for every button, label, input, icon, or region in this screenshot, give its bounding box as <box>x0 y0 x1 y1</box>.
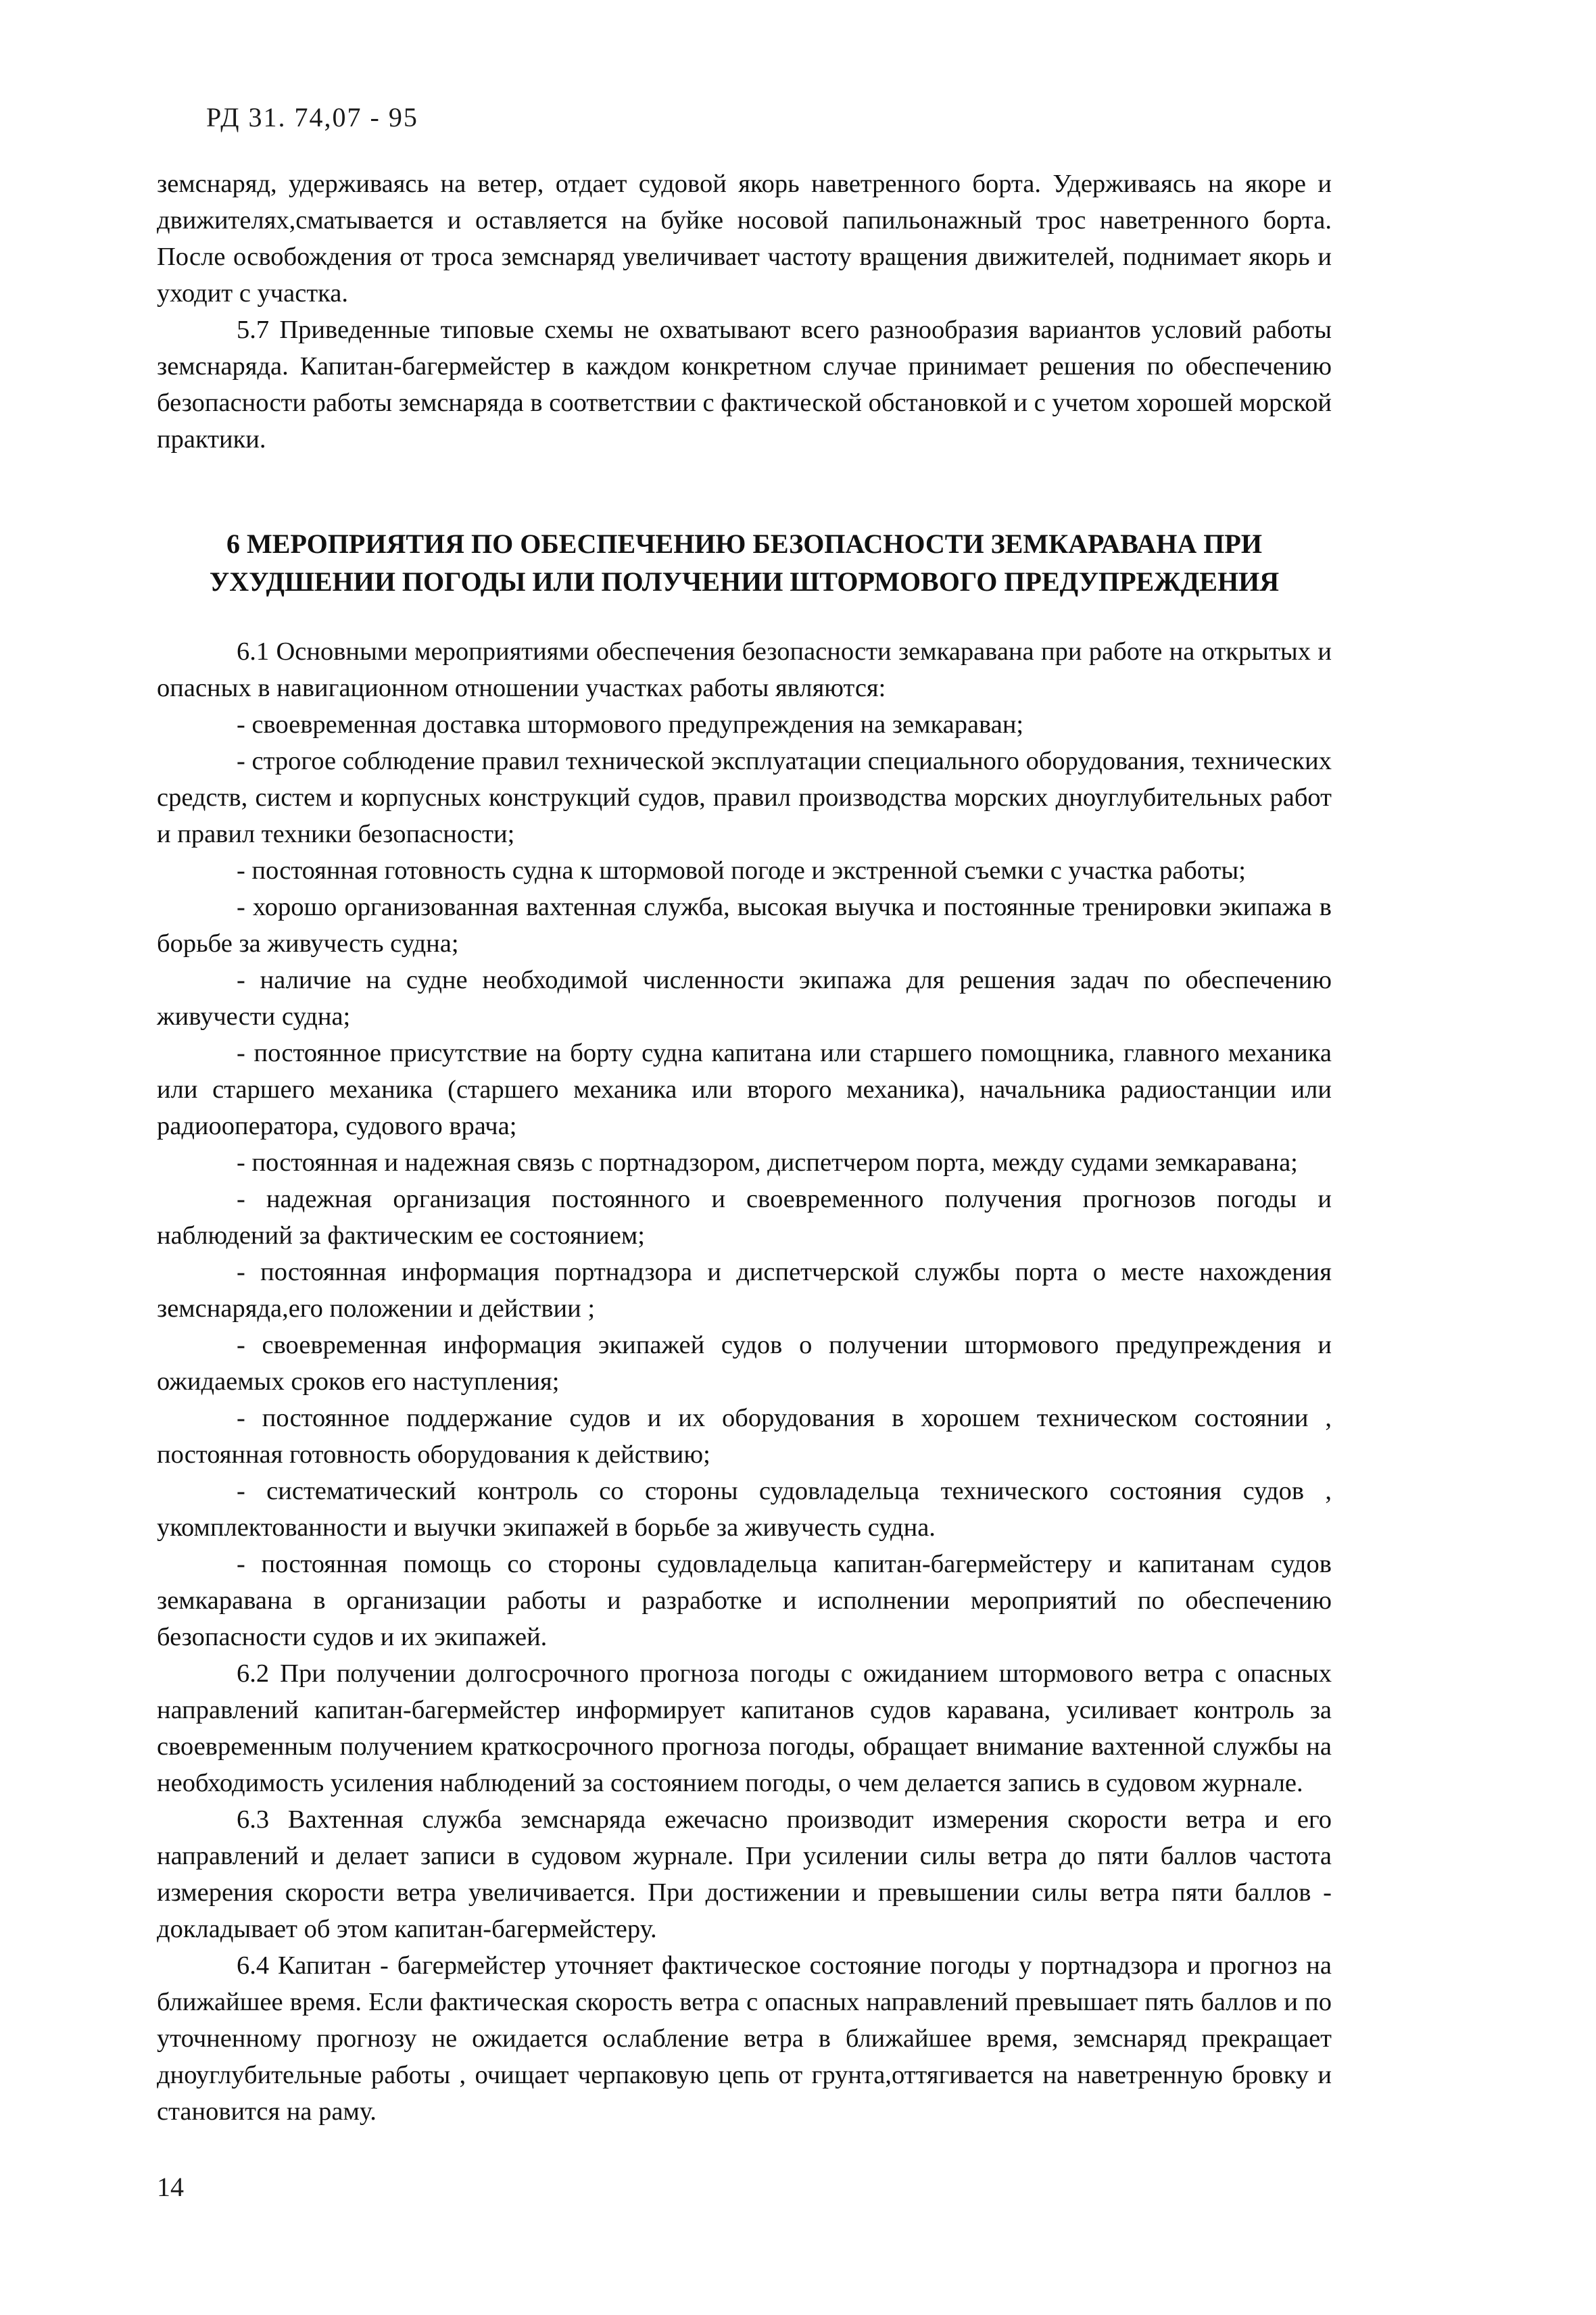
list-item: - строгое соблюдение правил технической эксплуатации специального оборудования, технических средств, систем и корпусных конструкций судов, правил производства морских дноуглубительных работ и правил техники безопасности; <box>157 747 1332 848</box>
document-code-header: РД 31. 74,07 - 95 <box>206 102 418 132</box>
list-item: - надежная организация постоянного и своевременного получения прогнозов погоды и наблюдений за фактическим ее состоянием; <box>157 1185 1332 1250</box>
list-item: - постоянная готовность судна к штормовой погоде и экстренной съемки с участка работы; <box>237 856 1246 885</box>
paragraph-6-2: 6.2 При получении долгосрочного прогноза погоды с ожиданием штормового ветра с опасных направлений капитан-багермейстер информирует капитанов судов каравана, усиливает контроль за своевременным получением краткосрочного прогноза погоды, обращает внимание вахтенной службы на необходимость усиления наблюдений за состоянием погоды, о чем делается запись в судовом журнале. <box>157 1659 1332 1797</box>
paragraph-6-1-intro: 6.1 Основными мероприятиями обеспечения безопасности земкаравана при работе на открытых и опасных в навигационном отношении участках работы являются: <box>157 637 1332 702</box>
page-number: 14 <box>157 2172 184 2202</box>
list-item: - наличие на судне необходимой численности экипажа для решения задач по обеспечению живучести судна; <box>157 966 1332 1031</box>
paragraph-5-7: 5.7 Приведенные типовые схемы не охватывают всего разнообразия вариантов условий работы земснаряда. Капитан-багермейстер в каждом конкретном случае принимает решения по обеспечению безопасности работы земснаряда в соответствии с фактической обстановкой и с учетом хорошей морской практики. <box>157 316 1332 454</box>
paragraph-6-4: 6.4 Капитан - багермейстер уточняет фактическое состояние погоды у портнадзора и прогноз на ближайшее время. Если фактическая скорость ветра с опасных направлений превышает пять баллов и по уточненному прогнозу не ожидается ослабление ветра в ближайшее время, земснаряд прекращает дноуглубительные работы , очищает черпаковую цепь от грунта,оттягивается на наветренную бровку и становится на раму. <box>157 1951 1332 2126</box>
section-6-heading: 6 МЕРОПРИЯТИЯ ПО ОБЕСПЕЧЕНИЮ БЕЗОПАСНОСТИ ЗЕМКАРАВАНА ПРИ УХУДШЕНИИ ПОГОДЫ ИЛИ ПОЛУЧЕНИИ ШТОРМОВОГО ПРЕДУПРЕЖДЕНИЯ <box>209 529 1280 597</box>
list-item: - систематический контроль со стороны судовладельца технического состояния судов , укомплектованности и выучки экипажей в борьбе за живучесть судна. <box>157 1477 1332 1542</box>
list-item: - своевременная доставка штормового предупреждения на земкараван; <box>237 710 1024 739</box>
list-item: - постоянная помощь со стороны судовладельца капитан-багермейстеру и капитанам судов земкаравана в организации работы и разработке и исполнении мероприятий по обеспечению безопасности судов и их экипажей. <box>157 1550 1332 1651</box>
list-item: - своевременная информация экипажей судов о получении штормового предупреждения и ожидаемых сроков его наступления; <box>157 1331 1332 1396</box>
document-body <box>157 166 1332 2130</box>
paragraph-5-6-continuation: земснаряд, удерживаясь на ветер, отдает судовой якорь наветренного борта. Удерживаясь на якоре и движителях,сматывается и оставляется на буйке носовой папильонажный трос наветренного борта. После освобождения от троса земснаряд увеличивает частоту вращения движителей, поднимает якорь и уходит с участка. <box>157 170 1332 308</box>
list-item: - постоянная и надежная связь с портнадзором, диспетчером порта, между судами земкаравана; <box>237 1148 1298 1177</box>
list-item: - постоянное поддержание судов и их оборудования в хорошем техническом состоянии , постоянная готовность оборудования к действию; <box>157 1404 1332 1469</box>
list-item: - постоянное присутствие на борту судна капитана или старшего помощника, главного механика или старшего механика (старшего механика или второго механика), начальника радиостанции или радиооператора, судового врача; <box>157 1039 1332 1140</box>
list-item: - хорошо организованная вахтенная служба, высокая выучка и постоянные тренировки экипажа в борьбе за живучесть судна; <box>157 893 1332 958</box>
paragraph-6-3: 6.3 Вахтенная служба земснаряда ежечасно производит измерения скорости ветра и его направлений и делает записи в судовом журнале. При усилении силы ветра до пяти баллов частота измерения скорости ветра увеличивается. При достижении и превышении силы ветра пяти баллов - докладывает об этом капитан-багермейстеру. <box>157 1805 1332 1943</box>
list-item: - постоянная информация портнадзора и диспетчерской службы порта о месте нахождения земснаряда,его положении и действии ; <box>157 1258 1332 1323</box>
